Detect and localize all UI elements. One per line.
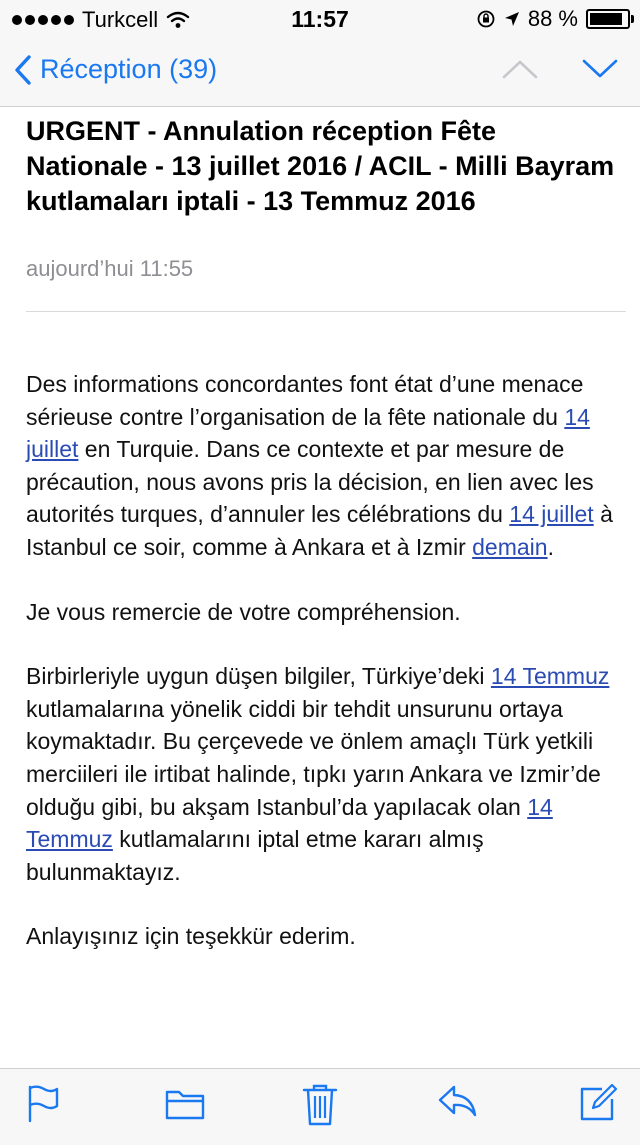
turkish-paragraph-1 <box>26 660 626 888</box>
text-segment: . <box>547 533 554 560</box>
trash-icon[interactable] <box>301 1083 339 1127</box>
message-body <box>26 368 626 985</box>
battery-percentage: 88 % <box>527 6 578 31</box>
chevron-up-icon[interactable] <box>502 58 538 80</box>
message-date: aujourd’hui 11:55 <box>26 256 194 281</box>
clock: 11:57 <box>291 6 349 32</box>
text-segment: Des informations concordantes font état d’une menace sérieuse contre l’organisation de la fête nationale du <box>26 371 584 430</box>
chevron-down-icon[interactable] <box>582 58 618 80</box>
battery-fill <box>590 13 622 25</box>
date-link[interactable]: 14 Temmuz <box>26 793 553 853</box>
turkish-paragraph-2: Anlayışınız için teşekkür ederim. <box>26 923 356 950</box>
french-paragraph-2: Je vous remercie de votre compréhension. <box>26 598 461 625</box>
french-paragraph-1 <box>26 368 626 564</box>
orientation-lock-icon <box>476 9 496 29</box>
carrier-name: Turkcell <box>82 7 159 32</box>
message-navigation <box>502 58 618 80</box>
text-segment: kutlamalarını iptal etme kararı almış bulunmaktayız. <box>26 826 484 885</box>
date-link[interactable]: 14 juillet <box>509 501 594 528</box>
location-icon <box>504 11 520 27</box>
flag-icon[interactable] <box>26 1083 60 1123</box>
text-segment: Birbirleriyle uygun düşen bilgiler, Türkiye’deki <box>26 663 491 690</box>
text-segment: kutlamalarına yönelik ciddi bir tehdit unsurunu ortaya koymaktadır. Bu çerçevede ve önlem amaçlı Türk yetkili merciileri ile irtibat halinde, tıpkı yarın Ankara ve Izmir’de olduğu gibi, bu akşam Istanbul’da yapılacak olan <box>26 695 601 820</box>
bottom-toolbar <box>0 1068 640 1145</box>
header-divider <box>26 311 626 312</box>
back-to-inbox-button[interactable] <box>14 54 217 85</box>
navigation-bar <box>0 40 640 107</box>
compose-icon[interactable] <box>578 1083 618 1123</box>
date-link[interactable]: demain <box>472 533 548 560</box>
chevron-left-icon <box>14 55 32 85</box>
reply-icon[interactable] <box>436 1083 478 1119</box>
text-segment: à Istanbul ce soir, comme à Ankara et à Izmir <box>26 501 613 560</box>
status-right <box>476 6 630 32</box>
back-button-label: Réception (39) <box>40 54 218 84</box>
date-link[interactable]: 14 juillet <box>26 403 590 463</box>
battery-icon <box>586 9 630 29</box>
folder-icon[interactable] <box>164 1083 206 1123</box>
text-segment: en Turquie. Dans ce contexte et par mesure de précaution, nous avons pris la décision, en lien avec les autorités turques, d’annuler les célébrations du <box>26 436 594 528</box>
date-link[interactable]: 14 Temmuz <box>490 663 610 690</box>
message-subject: URGENT - Annulation réception Fête Nationale - 13 juillet 2016 / ACIL - Milli Bayram kutlamaları iptali - 13 Temmuz 2016 <box>26 116 615 216</box>
status-bar <box>0 0 640 40</box>
